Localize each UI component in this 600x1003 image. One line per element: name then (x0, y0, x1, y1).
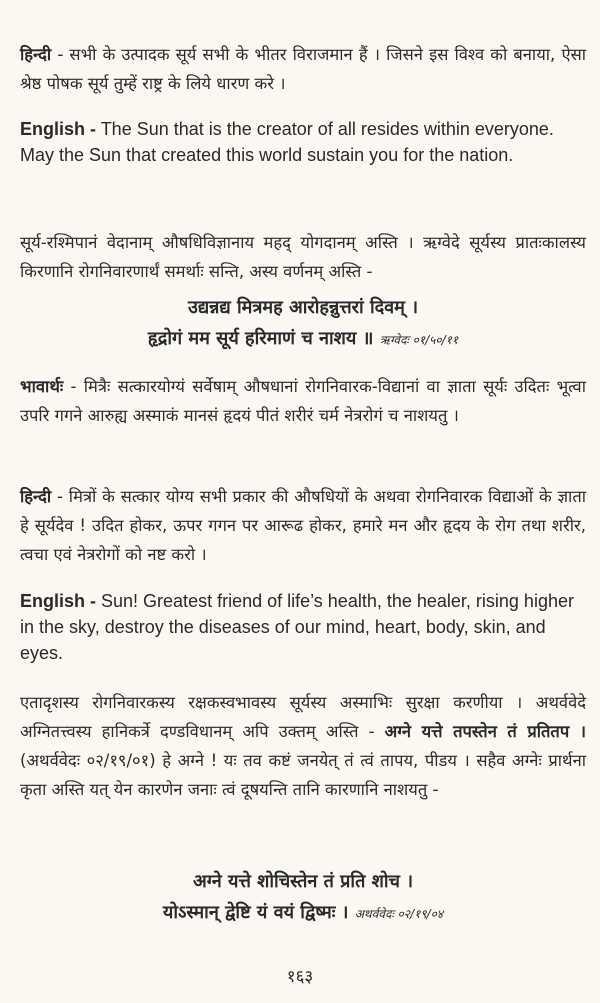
sanskrit-intro-text: सूर्य-रश्मिपानं वेदानाम् औषधिविज्ञानाय महद् योगदानम् अस्ति । ऋग्वेदे सूर्यस्य प्रातःकालस्य किरणानि रोगनिवारणार्थं समर्थाः सन्ति, अस्य वर्णनम् अस्ति - (20, 233, 586, 281)
bhavartha-text: - मित्रैः सत्कारयोग्यं सर्वेषाम् औषधानां रोगनिवारक-विद्यानां वा ज्ञाता सूर्यः उदितः भूत्वा उपरि गगने आरुह्य अस्माकं मानसं हृदयं पीतं शरीरं चर्म नेत्ररोगं च नाशयतु । (20, 377, 586, 425)
hindi-label: हिन्दी (20, 487, 52, 506)
mantra-quote: अग्ने यत्ते तपस्तेन तं प्रतितप । (384, 722, 587, 741)
english-text: Sun! Greatest friend of life’s health, the healer, rising higher in the sky, destroy the diseases of our mind, heart, body, skin, and eyes. (20, 591, 574, 663)
verse-line: उद्यन्नद्य मित्रमह आरोहन्नुत्तरां दिवम् । (187, 297, 419, 318)
verse-line: योऽस्मान् द्वेष्टि यं वयं द्विष्मः । (162, 902, 349, 923)
bhavartha-section (20, 372, 586, 430)
atharvaveda-paragraph (20, 688, 586, 804)
english-label: English - (20, 591, 96, 611)
page-number: १६३ (286, 967, 314, 987)
hindi-text: - मित्रों के सत्कार योग्य सभी प्रकार की औषधियों के अथवा रोगनिवारक विद्याओं के ज्ञाता हे सूर्यदेव ! उदित होकर, ऊपर गगन पर आरूढ होकर, हमारे मन और हृदय के रोग तथा शरीर, त्वचा एवं नेत्ररोगों को नष्ट करो । (20, 487, 586, 564)
paragraph-text: (अथर्ववेदः ०२/१९/०१) हे अग्ने ! यः तव कष्टं जनयेत् तं त्वं तापय, पीडय । सहैव अग्नेः प्रार्थना कृता अस्ति यत् येन कारणेन जनाः त्वं दूषयन्ति तानि कारणानि नाशयतु - (20, 751, 586, 799)
hindi-label: हिन्दी (20, 45, 52, 64)
bhavartha-label: भावार्थः (20, 377, 64, 396)
english-translation-1 (20, 116, 586, 168)
english-text: The Sun that is the creator of all resides within everyone. May the Sun that created this world sustain you for the nation. (20, 119, 554, 165)
hindi-translation-2 (20, 482, 586, 569)
hindi-translation-1 (20, 40, 586, 98)
rigveda-verse (20, 292, 586, 356)
verse-line: हृद्रोगं मम सूर्य हरिमाणं च नाशय ॥ (147, 328, 374, 349)
verse-reference: अथर्ववेदः ०२/१९/०४ (354, 907, 444, 921)
english-label: English - (20, 119, 96, 139)
sanskrit-intro (20, 228, 586, 286)
verse-reference: ऋग्वेदः ०१/५०/११ (379, 333, 459, 347)
atharvaveda-verse (20, 866, 586, 930)
paragraph-text: एतादृशस्य रोगनिवारकस्य रक्षकस्वभावस्य सूर्यस्य अस्माभिः सुरक्षा करणीया । अथर्ववेदे अग्नितत्त्वस्य हानिकर्त्रे दण्डविधानम् अपि उक्तम् अस्ति - (20, 693, 586, 741)
verse-line: अग्ने यत्ते शोचिस्तेन तं प्रति शोच । (192, 871, 414, 892)
english-translation-2 (20, 588, 586, 666)
hindi-text: - सभी के उत्पादक सूर्य सभी के भीतर विराजमान हैं । जिसने इस विश्व को बनाया, ऐसा श्रेष्ठ पोषक सूर्य तुम्हें राष्ट्र के लिये धारण करे । (20, 45, 586, 93)
